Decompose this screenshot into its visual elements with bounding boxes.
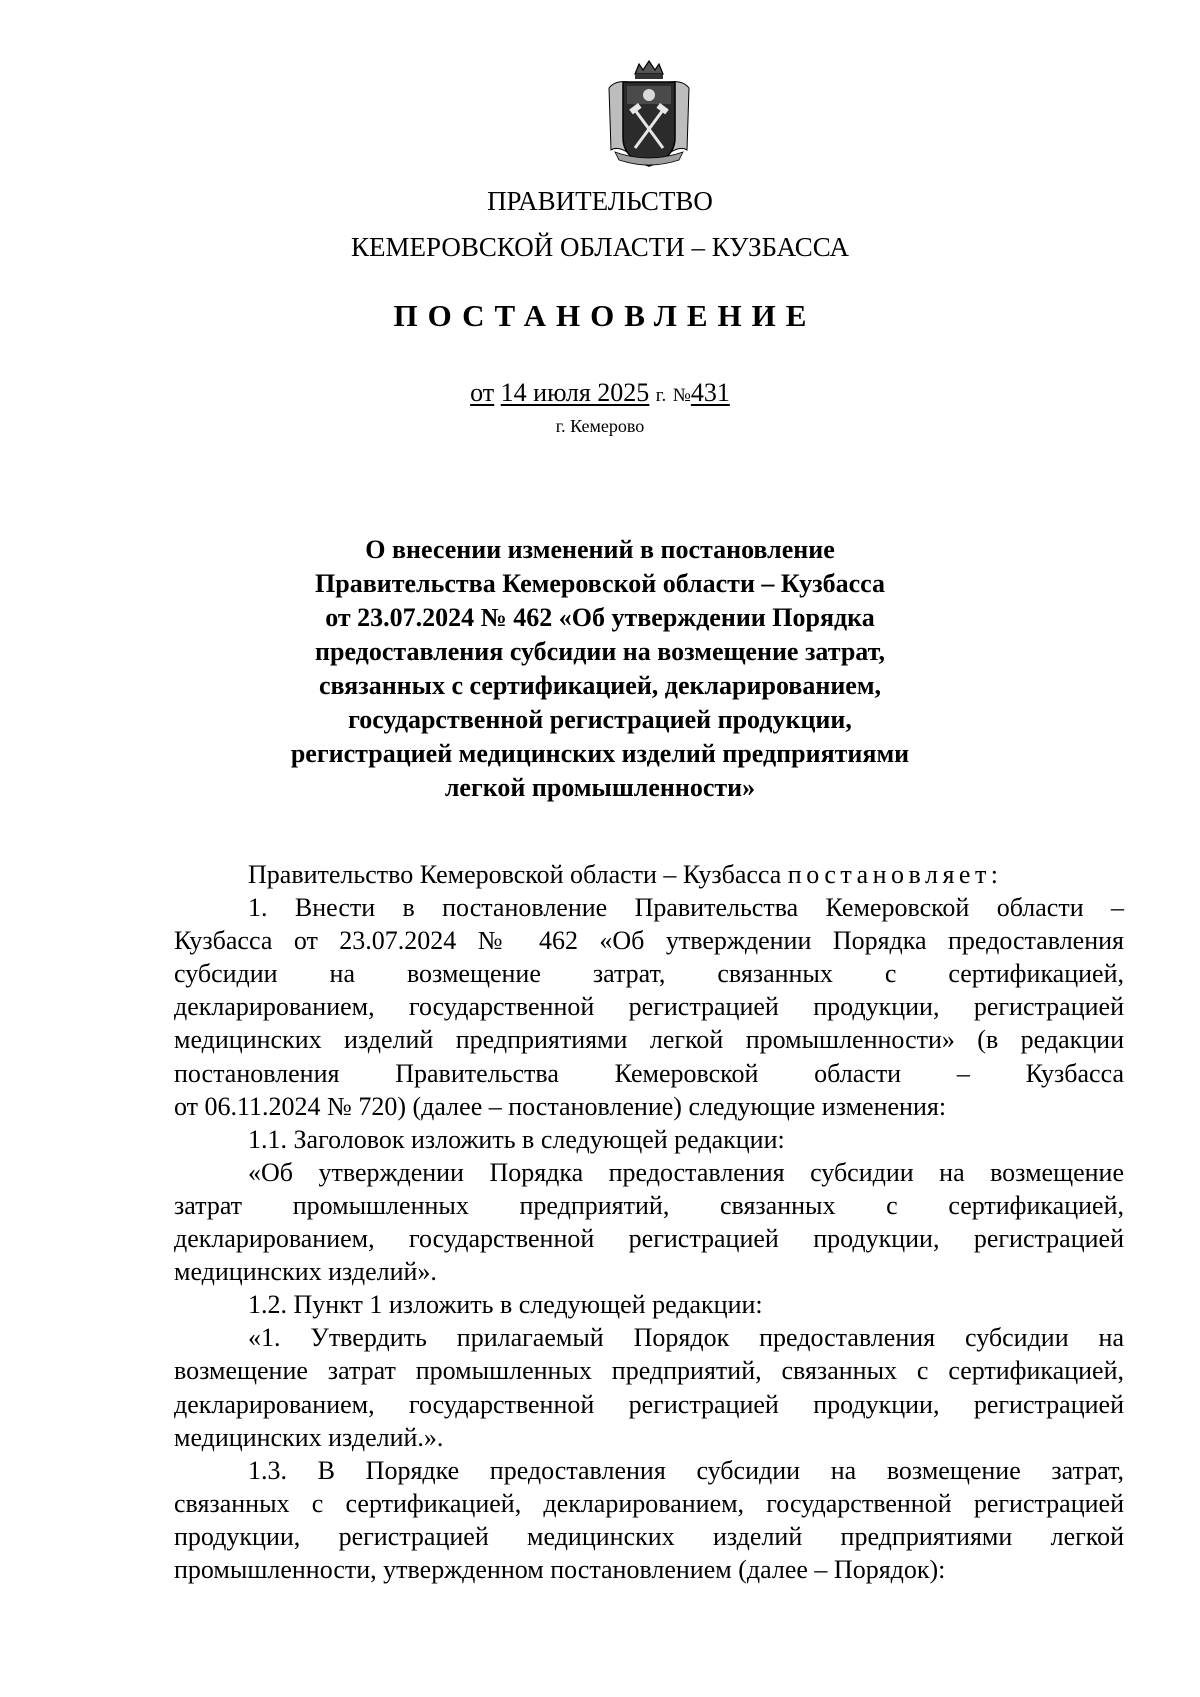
body-line: медицинских изделий предприятиями легкой промышленности» (в редакции bbox=[174, 1025, 1124, 1055]
body-line: 1. Внести в постановление Правительства Кемеровской области – bbox=[248, 893, 1124, 923]
preamble-lead: Правительство Кемеровской области – Кузбасса bbox=[248, 860, 782, 889]
body-line: «Об утверждении Порядка предоставления субсидии на возмещение bbox=[248, 1157, 1124, 1187]
body-line: декларированием, государственной регистрацией продукции, регистрацией bbox=[174, 992, 1124, 1022]
body-line: продукции, регистрацией медицинских изделий предприятиями легкой bbox=[174, 1521, 1124, 1551]
preamble-verb: постановляет: bbox=[787, 860, 1003, 889]
body-line: 1.1. Заголовок изложить в следующей редакции: bbox=[248, 1124, 785, 1154]
body-line: от 06.11.2024 № 720) (далее – постановление) следующие изменения: bbox=[174, 1091, 947, 1121]
document-date-number bbox=[0, 378, 1200, 408]
body-line: промышленности, утвержденном постановлением (далее – Порядок): bbox=[174, 1554, 946, 1584]
document-type-heading: ПОСТАНОВЛЕНИЕ bbox=[393, 298, 817, 333]
title-line: связанных с сертификацией, декларированием, bbox=[318, 671, 882, 700]
body-line: затрат промышленных предприятий, связанных с сертификацией, bbox=[174, 1190, 1124, 1220]
government-name-line2: КЕМЕРОВСКОЙ ОБЛАСТИ – КУЗБАССА bbox=[351, 232, 849, 262]
title-line: государственной регистрацией продукции, bbox=[348, 705, 852, 734]
title-line: предоставления субсидии на возмещение затрат, bbox=[315, 637, 885, 666]
government-name-line1: ПРАВИТЕЛЬСТВО bbox=[487, 186, 713, 216]
title-line: от 23.07.2024 № 462 «Об утверждении Порядка bbox=[325, 603, 875, 632]
title-line: легкой промышленности» bbox=[444, 773, 756, 802]
body-line: постановления Правительства Кемеровской области – Кузбасса bbox=[174, 1058, 1124, 1088]
number-sign: № bbox=[672, 385, 691, 406]
document-body bbox=[174, 858, 1124, 1586]
body-line: медицинских изделий». bbox=[174, 1257, 437, 1287]
date-prefix: от bbox=[470, 378, 495, 407]
document-date: 14 июля 2025 bbox=[500, 378, 650, 407]
document-city: г. Кемерово bbox=[555, 416, 645, 436]
title-line: Правительства Кемеровской области – Кузбасса bbox=[315, 569, 885, 598]
body-line: медицинских изделий.». bbox=[174, 1422, 444, 1452]
body-line: 1.3. В Порядке предоставления субсидии на возмещение затрат, bbox=[248, 1455, 1124, 1485]
coat-of-arms-icon bbox=[605, 60, 693, 168]
body-line: возмещение затрат промышленных предприятий, связанных с сертификацией, bbox=[174, 1356, 1124, 1386]
year-abbrev: г. bbox=[655, 385, 667, 406]
body-line: 1.2. Пункт 1 изложить в следующей редакции: bbox=[248, 1290, 763, 1320]
document-number: 431 bbox=[690, 378, 730, 407]
title-line: регистрацией медицинских изделий предприятиями bbox=[290, 739, 910, 768]
body-line: декларированием, государственной регистрацией продукции, регистрацией bbox=[174, 1224, 1124, 1254]
body-line: субсидии на возмещение затрат, связанных с сертификацией, bbox=[174, 959, 1124, 989]
preamble bbox=[174, 858, 1124, 891]
body-line: связанных с сертификацией, декларированием, государственной регистрацией bbox=[174, 1488, 1124, 1518]
body-line: «1. Утвердить прилагаемый Порядок предоставления субсидии на bbox=[248, 1323, 1124, 1353]
body-line: Кузбасса от 23.07.2024 № 462 «Об утверждении Порядка предоставления bbox=[174, 926, 1124, 956]
document-title bbox=[240, 533, 960, 805]
body-line: декларированием, государственной регистрацией продукции, регистрацией bbox=[174, 1389, 1124, 1419]
title-line: О внесении изменений в постановление bbox=[365, 535, 835, 564]
